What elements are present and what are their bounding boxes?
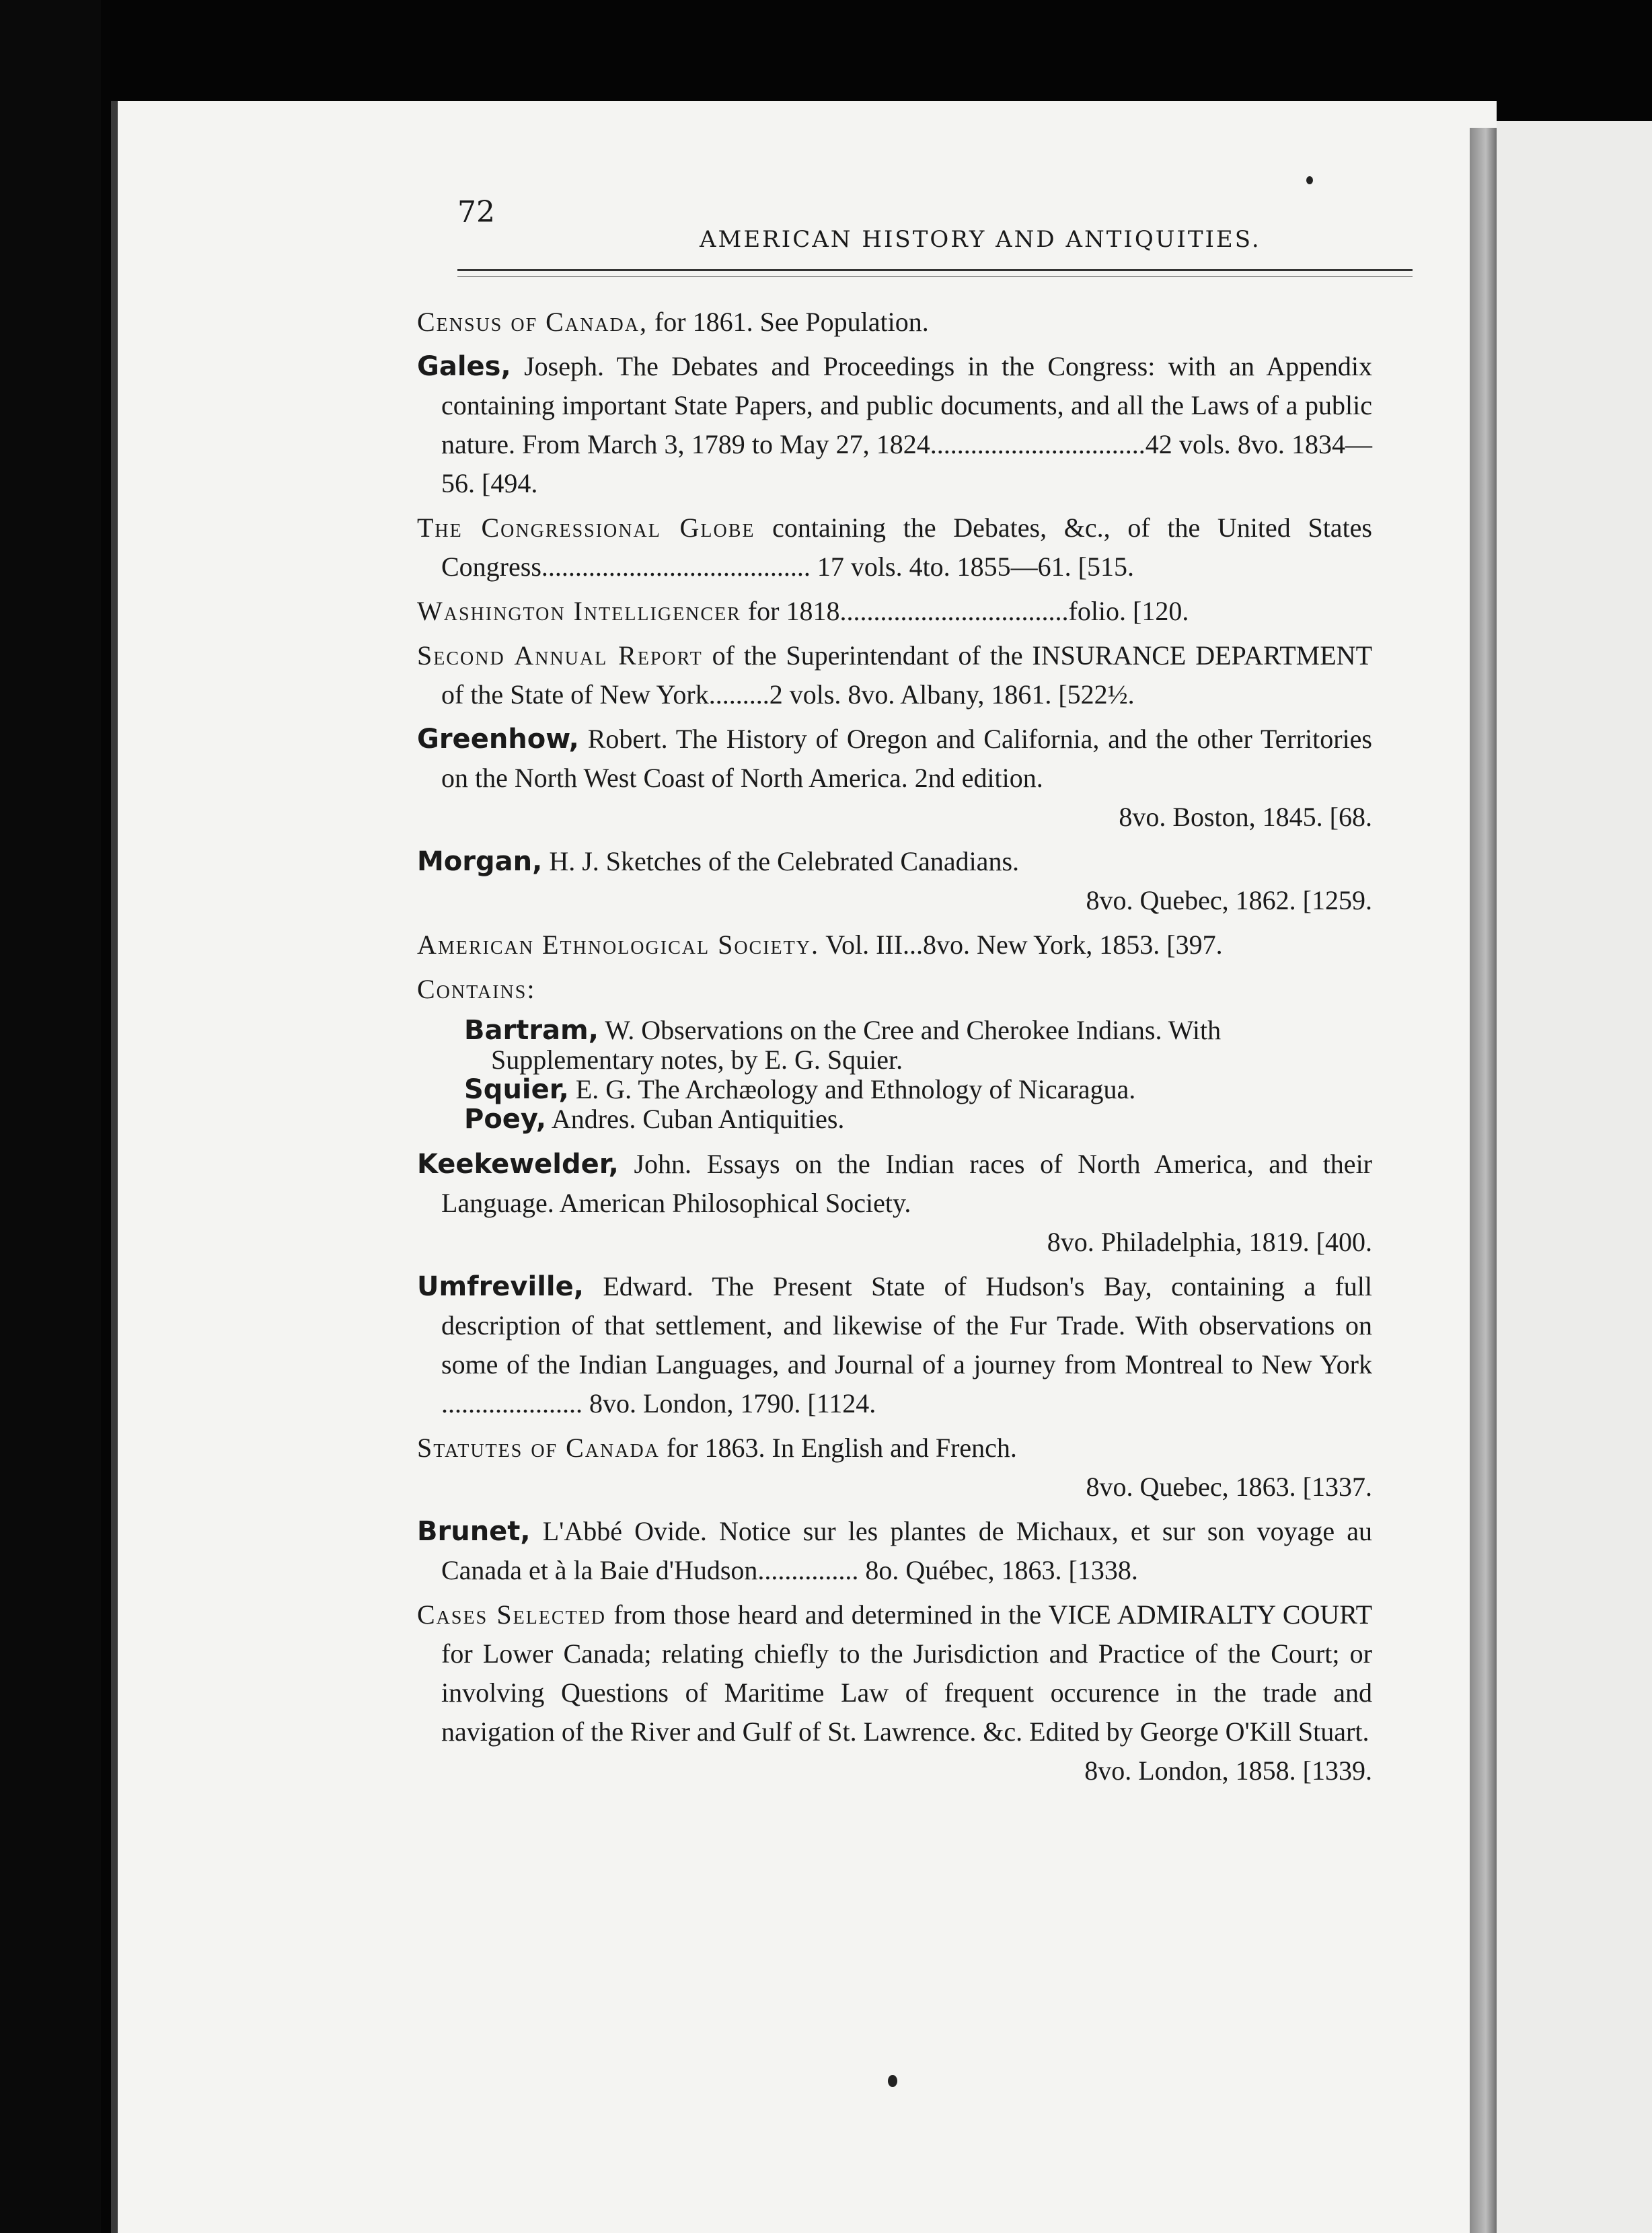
catalogue-entry bbox=[417, 720, 1372, 837]
entry-text: Edward. The Present State of Hudson's Bay, containing a full description of that settlement, and likewise of the Fur Trade. With observations on some of the Indian Languages, and Journal of a journey from Montreal to New York ..................... 8vo. London, 1790. [1124. bbox=[441, 1271, 1372, 1418]
entry-text: for 1818..................................folio. [120. bbox=[741, 596, 1189, 626]
contents-list bbox=[417, 1016, 1372, 1134]
catalogue-entry bbox=[417, 347, 1372, 503]
entry-text: for 1863. In English and French. bbox=[659, 1433, 1017, 1463]
contains-label: Contains: bbox=[417, 974, 536, 1004]
entry-text: from those heard and determined in the VICE ADMIRALTY COURT for Lower Canada; relating chiefly to the Jurisdiction and Practice of the Court; or involving Questions of Maritime Law of frequent occurence in the trade and navigation of the River and Gulf of St. Lawrence. &c. Edited by George O'Kill Stuart. bbox=[441, 1599, 1372, 1747]
catalogue-entry bbox=[417, 1512, 1372, 1590]
contents-item bbox=[417, 1016, 1372, 1075]
contents-text: Andres. Cuban Antiquities. bbox=[546, 1104, 845, 1134]
entry-text: John. Essays on the Indian races of North America, and their Language. American Philosophical Society. bbox=[441, 1149, 1372, 1218]
catalogue-entry bbox=[417, 303, 1372, 342]
entry-heading: Washington Intelligencer bbox=[417, 596, 741, 626]
catalogue-entry bbox=[417, 508, 1372, 586]
running-head: AMERICAN HISTORY AND ANTIQUITIES. bbox=[700, 226, 1261, 253]
catalogue-entry bbox=[417, 1429, 1372, 1507]
entry-text: for 1861. See Population. bbox=[647, 307, 929, 337]
entry-heading: Morgan, bbox=[417, 846, 543, 877]
contents-item bbox=[417, 1104, 1372, 1134]
contents-text: E. G. The Archæology and Ethnology of Nicaragua. bbox=[568, 1074, 1136, 1104]
entry-text: L'Abbé Ovide. Notice sur les plantes de Michaux, et sur son voyage au Canada et à la Baie d'Hudson............... 8o. Québec, 1863. [1338. bbox=[441, 1516, 1372, 1585]
entry-heading: Statutes of Canada bbox=[417, 1433, 660, 1463]
header-rule bbox=[457, 269, 1413, 277]
facing-page bbox=[1497, 121, 1652, 2233]
entry-imprint: 8vo. Boston, 1845. [68. bbox=[1119, 802, 1372, 832]
ink-speck bbox=[1306, 176, 1313, 184]
entry-heading: The Congressional Globe bbox=[417, 513, 755, 543]
ink-mark bbox=[888, 2075, 897, 2087]
entry-heading: Cases Selected bbox=[417, 1599, 607, 1630]
entry-text: H. J. Sketches of the Celebrated Canadians. bbox=[542, 846, 1020, 876]
entry-imprint: 8vo. Quebec, 1862. [1259. bbox=[1086, 885, 1372, 915]
catalogue-entry bbox=[417, 842, 1372, 920]
entry-heading: Keekewelder, bbox=[417, 1149, 619, 1180]
page-gutter-edge bbox=[1470, 128, 1497, 2233]
entry-text: Robert. The History of Oregon and California, and the other Territories on the North West Coast of North America. 2nd edition. bbox=[441, 724, 1372, 793]
entry-heading: American Ethnological Society. bbox=[417, 930, 819, 960]
contents-heading: Bartram, bbox=[464, 1015, 599, 1046]
entry-imprint: 8vo. Quebec, 1863. [1337. bbox=[1086, 1472, 1372, 1502]
entry-imprint: 8vo. Philadelphia, 1819. [400. bbox=[1047, 1227, 1372, 1257]
catalogue-entry bbox=[417, 1145, 1372, 1262]
catalogue-entry bbox=[417, 636, 1372, 714]
entry-heading: Brunet, bbox=[417, 1516, 531, 1547]
entry-heading: Umfreville, bbox=[417, 1271, 584, 1302]
entry-heading: Census of Canada, bbox=[417, 307, 648, 337]
entry-imprint: 8vo. London, 1858. [1339. bbox=[1084, 1755, 1372, 1786]
contents-item bbox=[417, 1075, 1372, 1104]
entry-text: of the Superintendant of the INSURANCE DEPARTMENT of the State of New York.........2 vols. 8vo. Albany, 1861. [522½. bbox=[441, 640, 1373, 710]
contents-text: W. Observations on the Cree and Cherokee Indians. With Supplementary notes, by E. G. Squier. bbox=[491, 1015, 1222, 1075]
catalogue-entry bbox=[417, 1595, 1372, 1790]
catalogue-entry bbox=[417, 1267, 1372, 1423]
entry-text: Joseph. The Debates and Proceedings in the Congress: with an Appendix containing important State Papers, and public documents, and all the Laws of a public nature. From March 3, 1789 to May 27, 1824................................42 vols. 8vo. 1834—56. [494. bbox=[441, 351, 1372, 498]
page-number: 72 bbox=[457, 195, 495, 229]
entry-heading: Second Annual Report bbox=[417, 640, 703, 671]
catalogue-entries bbox=[417, 303, 1372, 1796]
catalogue-entry bbox=[417, 925, 1372, 964]
catalogue-entry bbox=[417, 592, 1372, 631]
entry-text: Vol. III...8vo. New York, 1853. [397. bbox=[819, 930, 1223, 960]
contents-heading: Squier, bbox=[464, 1074, 569, 1105]
left-margin-dark bbox=[0, 0, 101, 2233]
entry-heading: Greenhow, bbox=[417, 724, 579, 755]
contents-heading: Poey, bbox=[464, 1104, 547, 1135]
entry-heading: Gales, bbox=[417, 351, 511, 382]
entry-text: containing the Debates, &c., of the United States Congress........................................ 17 vols. 4to. 1855—61. [515. bbox=[441, 513, 1372, 582]
